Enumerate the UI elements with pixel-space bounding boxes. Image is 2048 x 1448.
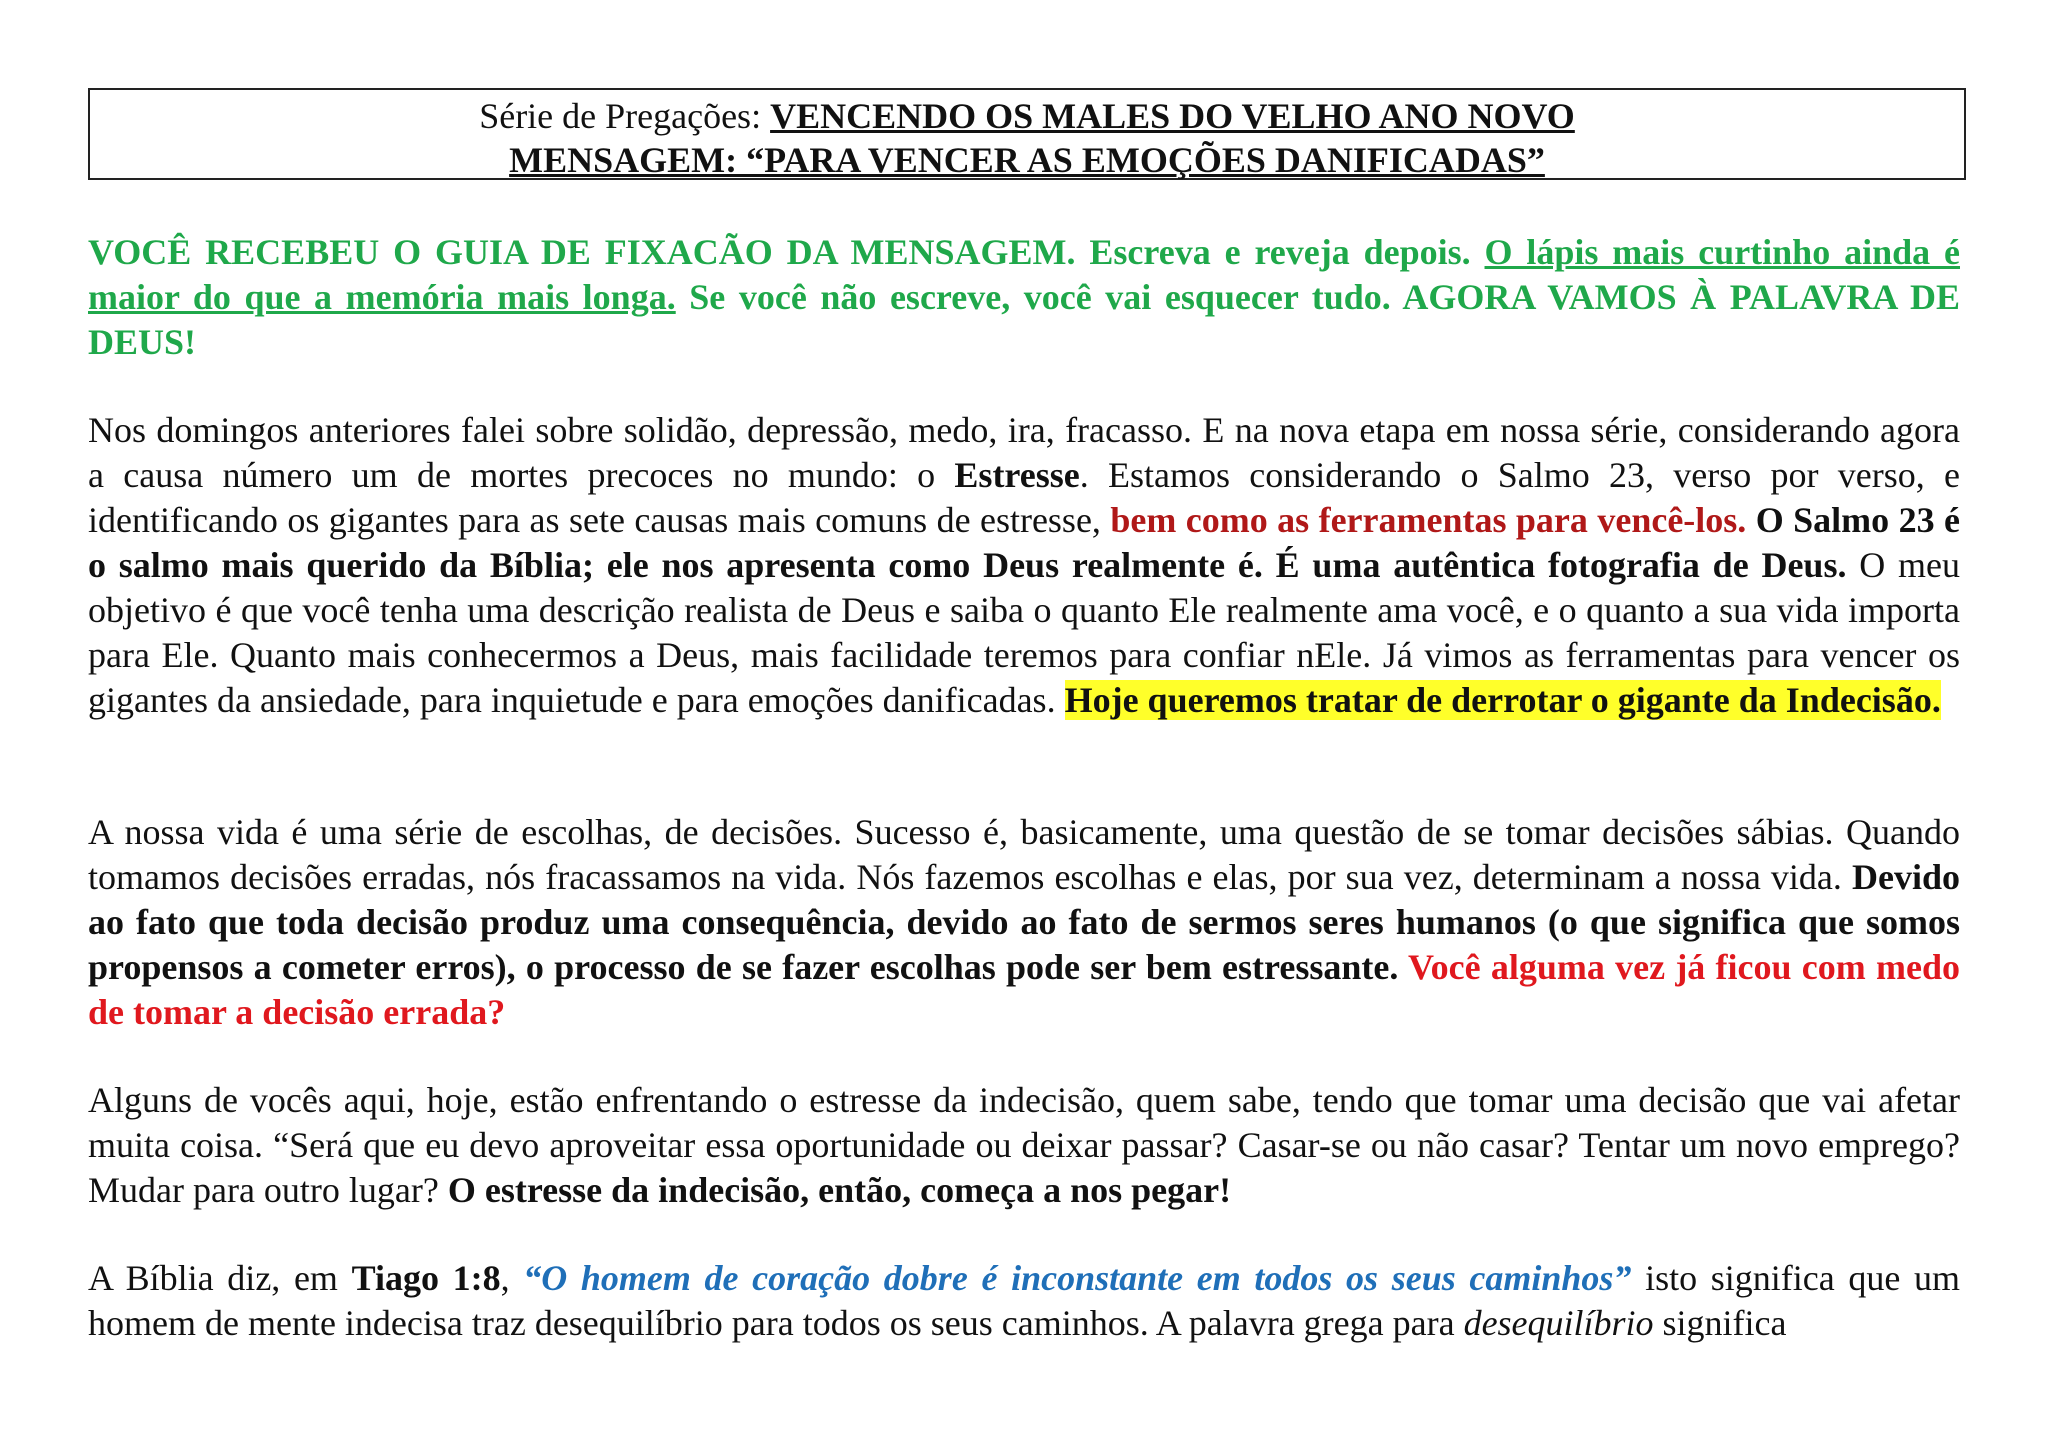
p2-text-1: A nossa vida é uma série de escolhas, de decisões. Sucesso é, basicamente, uma questão de se tomar decisões sábias. Quando tomamos decisões erradas, nós fracassamos na vida. Nós fazemos escolhas e elas, por sua vez, determinam a nossa vida. — [88, 812, 1960, 897]
p3-text-1: Alguns de vocês aqui, hoje, estão enfrentando o estresse da indecisão, quem sabe, tendo que tomar uma decisão que vai afetar muita coisa. “Será que eu devo aproveitar essa oportunidade ou deixar passar? Casar-se ou não casar? Tentar um novo emprego? Mudar para outro lugar? — [88, 1080, 1960, 1210]
p1-red-tools: bem como as ferramentas para vencê-los. — [1110, 500, 1747, 540]
paragraph-bible-james — [88, 1256, 1960, 1346]
intro-paragraph — [88, 230, 1960, 365]
p4-bold-reference: Tiago 1:8 — [351, 1258, 501, 1298]
p4-text-7: significa — [1653, 1303, 1787, 1343]
p1-text-1: Nos domingos anteriores falei sobre solidão, depressão, medo, ira, fracasso. E na nova etapa em nossa série, considerando agora a causa número um de mortes precoces no mundo: o — [88, 410, 1960, 495]
p4-text-1: A Bíblia diz, em — [88, 1258, 352, 1298]
paragraph-decisions — [88, 810, 1960, 1035]
sermon-header-box — [88, 88, 1966, 180]
paragraph-stress — [88, 408, 1960, 723]
p3-bold-stress: O estresse da indecisão, então, começa a nos pegar! — [447, 1170, 1232, 1210]
p1-bold-stress: Estresse — [954, 455, 1080, 495]
message-title: MENSAGEM: “PARA VENCER AS EMOÇÕES DANIFICADAS” — [509, 140, 1545, 180]
p1-text-3: . Estamos considerando o Salmo 23, verso por verso, e identificando os gigantes para as sete causas mais comuns de estresse, — [88, 455, 1960, 540]
intro-underlined-quote: O lápis mais curtinho ainda é maior do que a memória mais longa. — [88, 232, 1960, 317]
paragraph-indecision-stress — [88, 1078, 1960, 1213]
intro-text-3: Se você não escreve, você vai esquecer tudo. AGORA VAMOS À PALAVRA DE DEUS! — [88, 277, 1961, 362]
p2-red-question: Você alguma vez já ficou com medo de tomar a decisão errada? — [88, 947, 1961, 1032]
series-line — [90, 94, 1964, 138]
p1-highlight-indecision: Hoje queremos tratar de derrotar o gigante da Indecisão. — [1064, 680, 1941, 720]
p1-text-6: O meu objetivo é que você tenha uma descrição realista de Deus e saiba o quanto Ele realmente ama você, e o quanto a sua vida importa para Ele. Quanto mais conhecermos a Deus, mais facilidade teremos para confiar nEle. Já vimos as ferramentas para vencer os gigantes da ansiedade, para inquietude e para emoções danificadas. — [88, 545, 1960, 720]
p1-bold-psalm: O Salmo 23 é o salmo mais querido da Bíblia; ele nos apresenta como Deus realmente é. É uma autêntica fotografia de Deus. — [88, 500, 1960, 585]
series-title: VENCENDO OS MALES DO VELHO ANO NOVO — [770, 96, 1575, 136]
p4-bible-quote: “O homem de coração dobre é inconstante em todos os seus caminhos” — [523, 1258, 1632, 1298]
p4-italic-word: desequilíbrio — [1463, 1303, 1654, 1343]
series-label: Série de Pregações: — [479, 96, 771, 136]
intro-text-1: VOCÊ RECEBEU O GUIA DE FIXACÃO DA MENSAGEM. Escreva e reveja depois. — [88, 232, 1485, 272]
p4-text-5: isto significa que um homem de mente indecisa traz desequilíbrio para todos os seus caminhos. A palavra grega para — [88, 1258, 1960, 1343]
p4-text-3: , — [500, 1258, 524, 1298]
p2-bold-consequence: Devido ao fato que toda decisão produz uma consequência, devido ao fato de sermos seres humanos (o que significa que somos propensos a cometer erros), o processo de se fazer escolhas pode ser bem estressante. — [88, 857, 1960, 987]
